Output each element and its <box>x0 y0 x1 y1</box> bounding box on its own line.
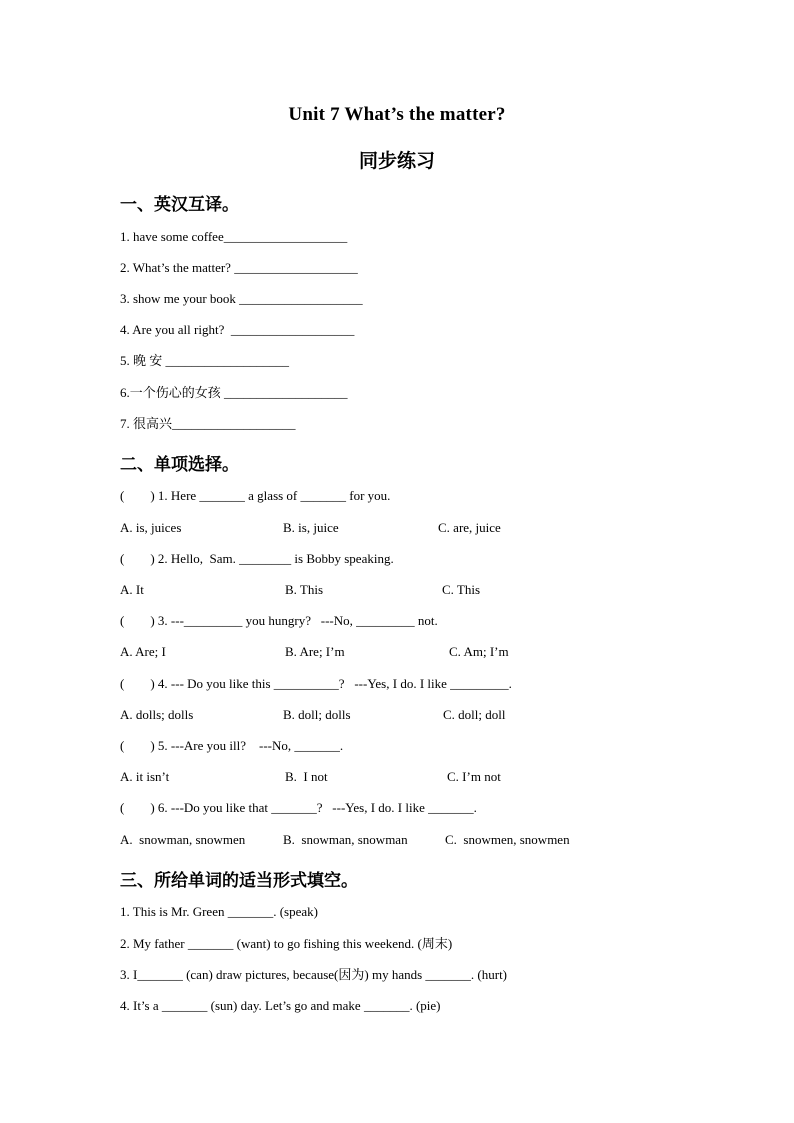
page-subtitle: 同步练习 <box>358 151 435 172</box>
question-stem: ( ) 3. ---_________ you hungry? ---No, _________ not. <box>120 613 438 628</box>
option-c: C. Am; I’m <box>449 644 509 659</box>
option-a: A. It <box>120 582 144 597</box>
option-a: A. dolls; dolls <box>120 707 194 722</box>
option-a: A. is, juices <box>120 520 182 535</box>
translation-item: 1. have some coffee___________________ <box>120 229 348 244</box>
option-b: B. Are; I’m <box>285 644 345 659</box>
question-stem: ( ) 5. ---Are you ill? ---No, _______. <box>120 738 344 753</box>
option-c: C. doll; doll <box>443 707 506 722</box>
option-b: B. I not <box>285 769 328 784</box>
fill-in-item: 1. This is Mr. Green _______. (speak) <box>120 904 318 919</box>
translation-item: 5. 晚 安 ___________________ <box>120 353 290 368</box>
fill-in-item: 3. I_______ (can) draw pictures, because(因为) my hands _______. (hurt) <box>120 967 508 982</box>
option-b: B. This <box>285 582 324 597</box>
option-c: C. snowmen, snowmen <box>445 832 570 847</box>
fill-in-item: 4. It’s a _______ (sun) day. Let’s go and make _______. (pie) <box>120 998 441 1013</box>
section-heading-multiple-choice: 二、单项选择。 <box>120 455 239 474</box>
fill-in-item: 2. My father _______ (want) to go fishing this weekend. (周末) <box>120 936 453 951</box>
question-stem: ( ) 2. Hello, Sam. ________ is Bobby speaking. <box>120 551 394 566</box>
translation-item: 4. Are you all right? ___________________ <box>120 322 355 337</box>
question-stem: ( ) 6. ---Do you like that _______? ---Yes, I do. I like _______. <box>120 800 477 815</box>
option-a: A. Are; I <box>120 644 166 659</box>
translation-item: 6.一个伤心的女孩 ___________________ <box>120 385 348 400</box>
option-b: B. doll; dolls <box>283 707 351 722</box>
page-title: Unit 7 What’s the matter? <box>288 104 506 125</box>
question-stem: ( ) 4. --- Do you like this __________? ---Yes, I do. I like _________. <box>120 676 512 691</box>
option-b: B. is, juice <box>283 520 339 535</box>
option-b: B. snowman, snowman <box>283 832 408 847</box>
option-c: C. This <box>442 582 481 597</box>
section-heading-translation: 一、英汉互译。 <box>120 195 239 214</box>
option-a: A. snowman, snowmen <box>120 832 246 847</box>
option-c: C. are, juice <box>438 520 501 535</box>
option-a: A. it isn’t <box>120 769 170 784</box>
translation-item: 2. What’s the matter? ___________________ <box>120 260 358 275</box>
section-heading-fill-in: 三、所给单词的适当形式填空。 <box>120 871 358 890</box>
translation-item: 7. 很高兴___________________ <box>120 416 296 431</box>
question-stem: ( ) 1. Here _______ a glass of _______ for you. <box>120 488 391 503</box>
translation-item: 3. show me your book ___________________ <box>120 291 363 306</box>
option-c: C. I’m not <box>447 769 501 784</box>
